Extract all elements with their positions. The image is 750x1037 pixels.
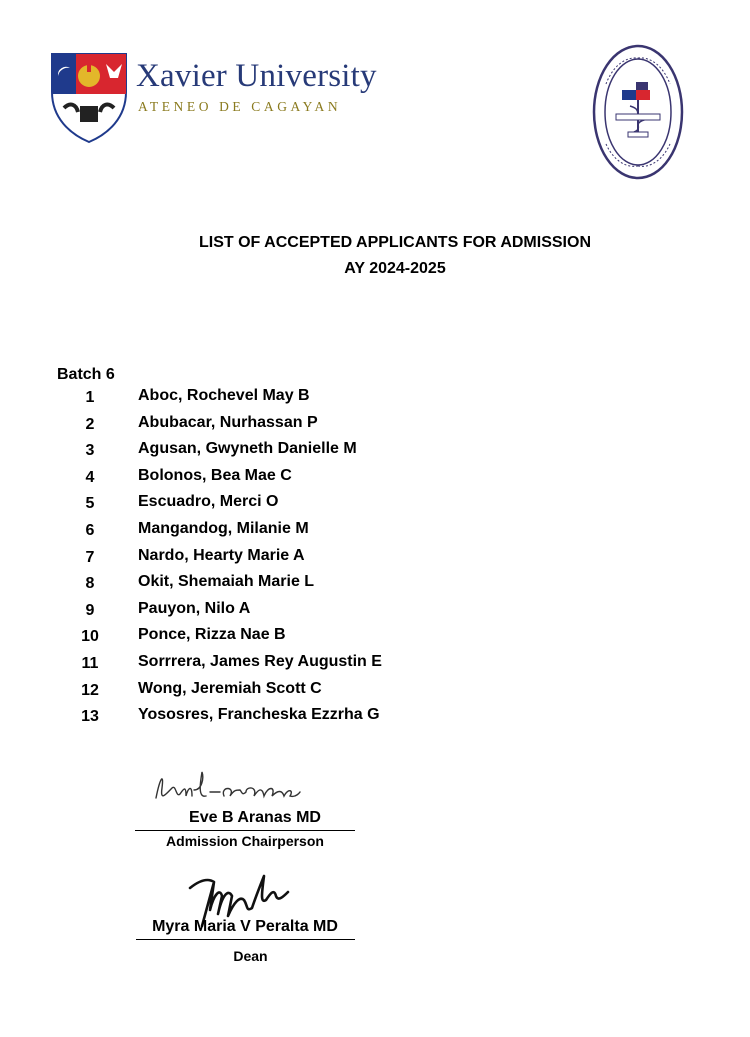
applicant-number: 9: [85, 601, 95, 619]
applicant-name: Ponce, Rizza Nae B: [138, 626, 286, 644]
university-shield-icon: [50, 52, 128, 144]
applicant-number: 8: [85, 575, 95, 593]
batch-label: Batch 6: [57, 366, 115, 383]
signature-line: [135, 830, 355, 831]
applicant-list: [0, 384, 750, 730]
applicant-number: 3: [85, 442, 95, 460]
list-item: [0, 544, 750, 571]
chairperson-role: Admission Chairperson: [166, 833, 324, 849]
applicant-number: 11: [81, 654, 99, 672]
applicant-name: Abubacar, Nurhassan P: [138, 413, 318, 431]
applicant-name: Okit, Shemaiah Marie L: [138, 573, 315, 591]
list-item: [0, 464, 750, 491]
applicant-number: 12: [81, 681, 99, 699]
chairperson-signature: [150, 768, 335, 810]
university-subtitle: ATENEO DE CAGAYAN: [138, 99, 342, 114]
list-item: [0, 490, 750, 517]
list-item: [0, 650, 750, 677]
list-item: [0, 597, 750, 624]
applicant-number: 13: [81, 708, 99, 726]
list-item: [0, 437, 750, 464]
list-item: [0, 703, 750, 730]
applicant-number: 2: [85, 415, 95, 433]
list-item: [0, 677, 750, 704]
applicant-number: 5: [85, 495, 95, 513]
dean-role: Dean: [233, 948, 268, 964]
applicant-number: 1: [85, 389, 95, 406]
list-item: [0, 411, 750, 438]
dean-name: Myra Maria V Peralta MD: [152, 918, 338, 935]
applicant-number: 7: [85, 548, 95, 566]
medicine-school-seal-icon: [592, 44, 684, 180]
chairperson-name: Eve B Aranas MD: [189, 809, 321, 826]
applicant-name: Aboc, Rochevel May B: [138, 387, 310, 404]
applicant-number: 10: [81, 628, 99, 646]
applicant-name: Yososres, Francheska Ezzrha G: [138, 706, 380, 724]
applicant-name: Nardo, Hearty Marie A: [138, 546, 305, 564]
applicant-number: 6: [85, 521, 95, 539]
list-item: [0, 623, 750, 650]
applicant-name: Sorrrera, James Rey Augustin E: [138, 652, 382, 670]
university-logo: [50, 52, 390, 146]
document-title: LIST OF ACCEPTED APPLICANTS FOR ADMISSION: [198, 234, 591, 251]
applicant-number: 4: [85, 468, 95, 486]
applicant-name: Pauyon, Nilo A: [138, 599, 251, 617]
academic-year: AY 2024-2025: [344, 260, 446, 277]
list-item: [0, 384, 750, 411]
list-item: [0, 570, 750, 597]
applicant-name: Mangandog, Milanie M: [138, 519, 309, 537]
applicant-name: Bolonos, Bea Mae C: [138, 466, 292, 484]
signature-line: [136, 939, 355, 940]
list-item: [0, 517, 750, 544]
applicant-name: Agusan, Gwyneth Danielle M: [138, 440, 357, 458]
university-name: Xavier University: [136, 58, 377, 94]
applicant-name: Wong, Jeremiah Scott C: [138, 679, 322, 697]
applicant-name: Escuadro, Merci O: [138, 493, 279, 511]
